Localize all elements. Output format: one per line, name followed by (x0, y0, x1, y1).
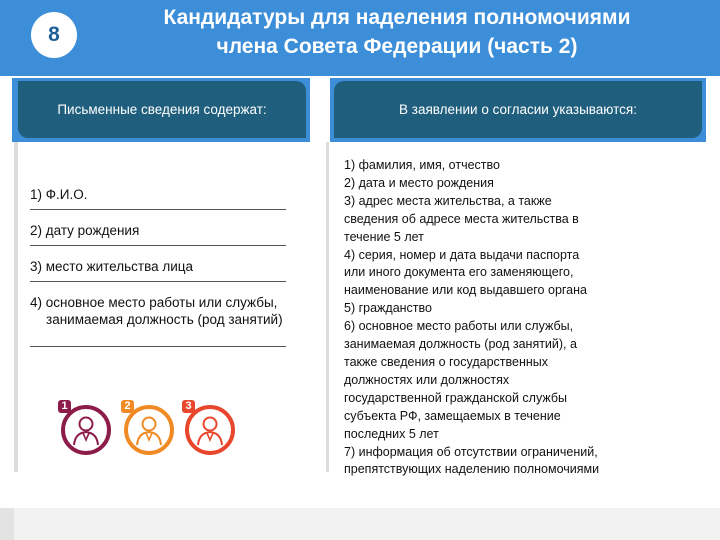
page-title (92, 3, 702, 61)
right-list-line: 4) серия, номер и дата выдачи паспорта (344, 247, 580, 262)
right-list-line: наименование или код выдавшего органа (344, 283, 587, 298)
right-list (344, 157, 694, 479)
icon-number-badge: 3 (182, 400, 195, 413)
left-column-header: Письменные сведения содержат: (18, 81, 306, 138)
right-list-line: также сведения о государственных (344, 354, 549, 369)
person-icon (58, 400, 114, 456)
right-list-line: сведения об адресе места жительства в (344, 211, 579, 226)
right-list-line: течение 5 лет (344, 229, 424, 244)
right-list-line: занимаемая должность (род занятий), а (344, 337, 577, 352)
left-list-item: 2) дату рождения (30, 222, 286, 246)
left-list-item: 3) место жительства лица (30, 258, 286, 282)
person-icon (182, 400, 238, 456)
icon-number-badge: 1 (58, 400, 71, 413)
right-list-line: последних 5 лет (344, 426, 439, 441)
title-line-2: члена Совета Федерации (часть 2) (216, 35, 578, 58)
right-list-line: 6) основное место работы или службы, (344, 319, 574, 334)
slide-number-badge: 8 (31, 12, 77, 58)
left-list (30, 186, 286, 347)
right-list-line: 3) адрес места жительства, а также (344, 193, 552, 208)
right-list-line: должностях или должностях (344, 372, 510, 387)
right-list-line: государственной гражданской службы (344, 390, 567, 405)
title-line-1: Кандидатуры для наделения полномочиями (163, 6, 631, 29)
left-divider (14, 142, 18, 472)
left-list-item: 1) Ф.И.О. (30, 186, 286, 210)
right-list-line: 7) информация об отсутствии ограничений, (344, 444, 598, 459)
footer-bar (0, 508, 720, 540)
right-list-line: препятствующих наделению полномочиями (344, 462, 600, 477)
right-list-line: 1) фамилия, имя, отчество (344, 158, 500, 172)
right-divider (326, 142, 329, 472)
person-icon (121, 400, 177, 456)
right-list-line: 5) гражданство (344, 301, 432, 316)
right-list-line: 2) дата и место рождения (344, 175, 494, 190)
icon-number-badge: 2 (121, 400, 134, 413)
left-list-item: 4) основное место работы или службы, занимаемая должность (род занятий) (30, 294, 286, 347)
right-list-line: субъекта РФ, замещаемых в течение (344, 408, 561, 423)
right-column-header: В заявлении о согласии указываются: (334, 81, 702, 138)
right-list-line: или иного документа его заменяющего, (344, 265, 574, 280)
footer-accent (0, 508, 14, 540)
